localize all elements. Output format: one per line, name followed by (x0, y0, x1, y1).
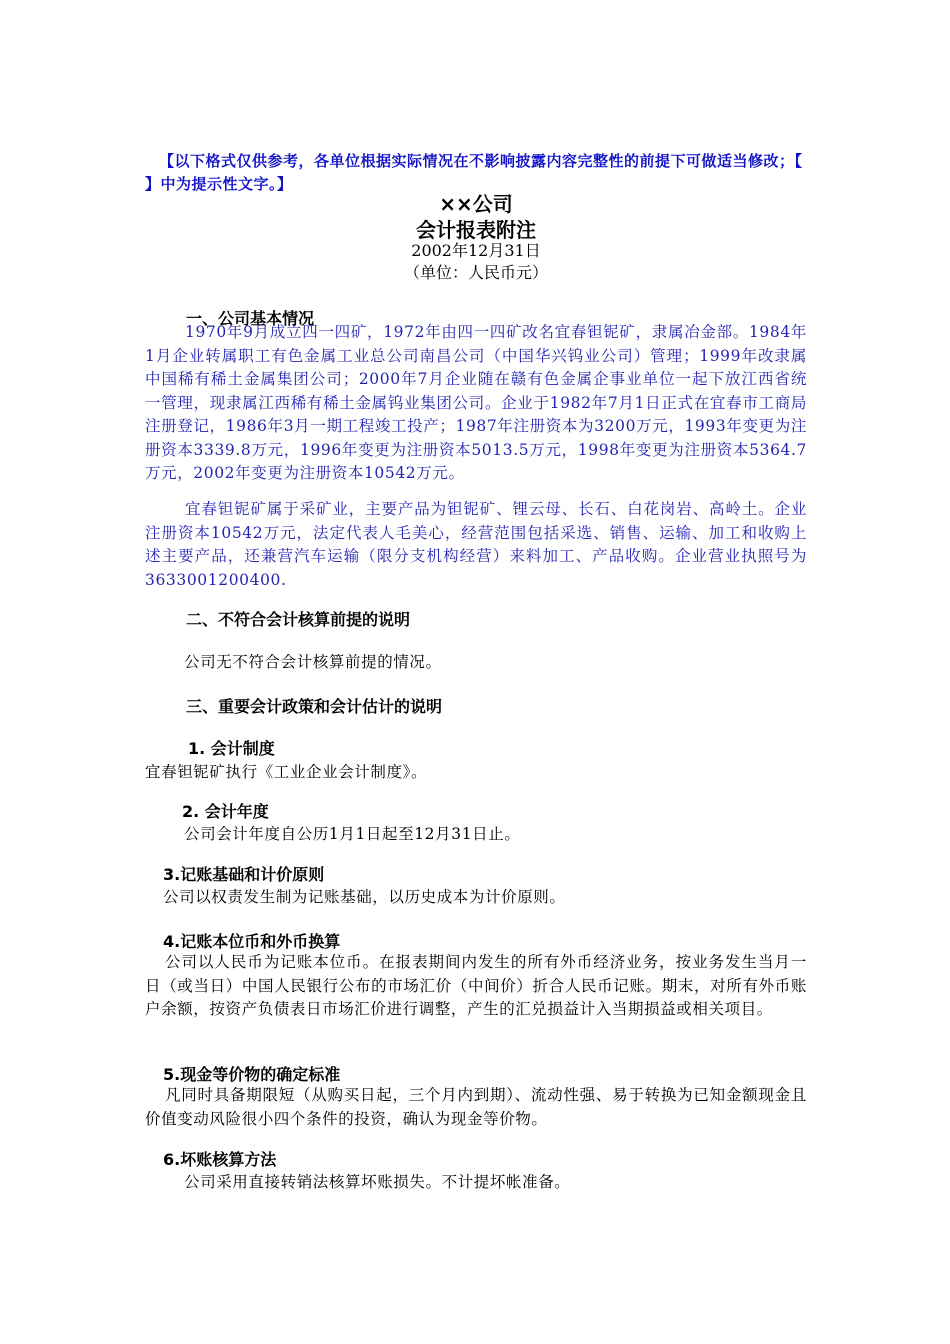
policy-heading-bad-debt: 6.坏账核算方法 (163, 1150, 277, 1169)
document-title: 会计报表附注 (416, 218, 536, 242)
company-business-paragraph: 宜春钽铌矿属于采矿业，主要产品为钽铌矿、锂云母、长石、白花岗岩、高岭土。企业注册资本10542万元，法定代表人毛美心，经营范围包括采选、销售、运输、加工和收购上述主要产品，还兼营汽车运输（限分支机构经营）来料加工、产品收购。企业营业执照号为3633001200400. (145, 500, 807, 589)
policy-text-accounting-system: 宜春钽铌矿执行《工业企业会计制度》。 (145, 763, 428, 781)
policy-heading-fiscal-year: 2. 会计年度 (182, 802, 269, 821)
policy-heading-currency: 4.记账本位币和外币换算 (163, 932, 341, 951)
policy-text-bad-debt: 公司采用直接转销法核算坏账损失。不计提坏帐准备。 (184, 1173, 571, 1191)
section-heading-company-overview: 一、公司基本情况 (186, 309, 315, 328)
section-heading-accounting-premise: 二、不符合会计核算前提的说明 (186, 610, 411, 629)
section-heading-accounting-policies: 三、重要会计政策和会计估计的说明 (186, 697, 443, 716)
policy-text-currency: 公司以人民币为记账本位币。在报表期间内发生的所有外币经济业务，按业务发生当月一日（或当日）中国人民银行公布的市场汇价（中间价）折合人民币记账。期末，对所有外币账户余额，按资产负债表日市场汇价进行调整，产生的汇兑损益计入当期损益或相关项目。 (145, 953, 807, 1018)
accounting-premise-text: 公司无不符合会计核算前提的情况。 (184, 653, 442, 671)
policy-heading-accounting-system: 1. 会计制度 (188, 739, 275, 758)
policy-text-cash-equivalents: 凡同时具备期限短（从购买日起，三个月内到期）、流动性强、易于转换为已知金额现金且价值变动风险很小四个条件的投资，确认为现金等价物。 (145, 1086, 807, 1128)
report-date: 2002年12月31日 (411, 241, 541, 260)
template-note: 【以下格式仅供参考，各单位根据实际情况在不影响披露内容完整性的前提下可做适当修改；【 】中为提示性文字。】 (145, 152, 803, 193)
currency-unit: （单位：人民币元） (403, 263, 548, 282)
policy-text-fiscal-year: 公司会计年度自公历1月1日起至12月31日止。 (184, 825, 521, 843)
company-name: ××公司 (439, 192, 513, 216)
policy-text-accounting-basis: 公司以权责发生制为记账基础，以历史成本为计价原则。 (163, 888, 566, 906)
policy-heading-accounting-basis: 3.记账基础和计价原则 (163, 865, 325, 884)
company-history-paragraph: 1970年9月成立四一四矿，1972年由四一四矿改名宜春钽铌矿，隶属冶金部。1984年1月企业转属职工有色金属工业总公司南昌公司（中国华兴钨业公司）管理；1999年改隶属中国稀有稀土金属集团公司；2000年7月企业随在赣有色金属企事业单位一起下放江西省统一管理，现隶属江西稀有稀土金属钨业集团公司。企业于1982年7月1日正式在宜春市工商局注册登记，1986年3月一期工程竣工投产；1987年注册资本为3200万元，1993年变更为注册资本3339.8万元，1996年变更为注册资本5013.5万元，1998年变更为注册资本5364.7万元，2002年变更为注册资本10542万元。 (145, 323, 807, 482)
policy-heading-cash-equivalents: 5.现金等价物的确定标准 (163, 1065, 341, 1084)
